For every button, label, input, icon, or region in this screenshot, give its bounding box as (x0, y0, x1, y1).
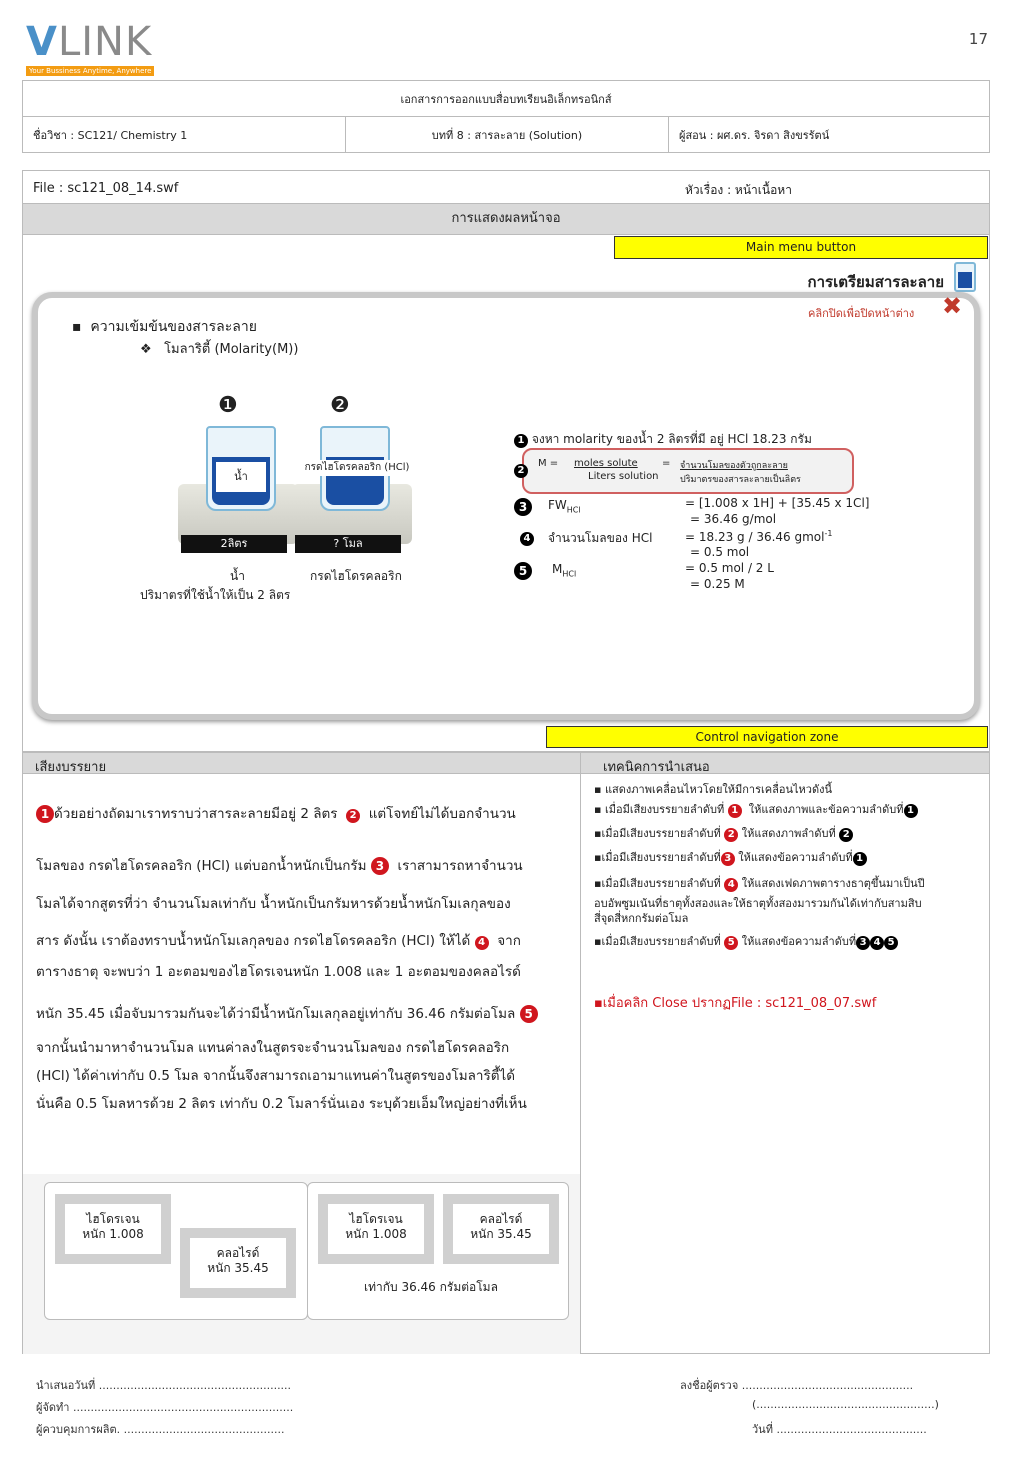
topic-label: หัวเรื่อง : หน้าเนื้อหา (685, 183, 792, 197)
review-date: วันที่ ........................................... (752, 1423, 927, 1436)
main-menu-button[interactable]: Main menu button (614, 236, 988, 259)
chlorine-tile-1: คลอไรด์ หนัก 35.45 (180, 1228, 296, 1298)
narration-line-8: (HCl) ได้ค่าเท่ากับ 0.5 โมล จากนั้นจึงสามารถเอามาแทนค่าในสูตรของโมลาริตี้ได้ (36, 1068, 516, 1084)
narration-line-3: โมลได้จากสูตรที่ว่า จำนวนโมลเท่ากับ น้ำหนักเป็นกรัมหารด้วยน้ำหนักโมเลกุลของ (36, 896, 511, 912)
chapter-cell: บทที่ 8 : สารละลาย (Solution) (346, 117, 669, 153)
marker-2-formula: 2 (514, 462, 528, 478)
narration-line-7: จากนั้นนำมาหาจำนวนโมล แทนค่าลงในสูตรจะจำนวนโมลของ กรดไฮโดรคลอริก (36, 1040, 510, 1056)
beaker-icon (954, 262, 976, 292)
molarity-formula-box: M = moles solute Liters solution = จำนวนโมลของตัวถูกละลาย ปริมาตรของสารละลายเป็นลิตร (522, 448, 854, 494)
water-volume-bar: 2ลิตร (181, 535, 287, 553)
hcl-moles-bar: ? โมล (295, 535, 401, 553)
technique-header: เทคนิคการนำเสนอ (603, 760, 710, 775)
vlink-logo: VLINK Your Bussiness Anytime, Anywhere (26, 22, 171, 74)
subject-cell: ชื่อวิชา : SC121/ Chemistry 1 (23, 117, 346, 153)
logo-tagline: Your Bussiness Anytime, Anywhere (26, 66, 154, 76)
hydrogen-tile-2: ไฮโดรเจน หนัก 1.008 (318, 1194, 434, 1264)
close-hint: คลิกปิดเพื่อปิดหน้าต่าง (808, 307, 915, 320)
chlorine-tile-2: คลอไรด์ หนัก 35.45 (443, 1194, 559, 1264)
section-title: การเตรียมสารละลาย (807, 273, 944, 291)
hcl-beaker-label: กรดไฮโดรคลอริก (HCl) (302, 460, 412, 476)
molarity-calc-2: = 0.25 M (690, 577, 745, 591)
control-navigation-zone[interactable]: Control navigation zone (546, 726, 988, 748)
reviewer-signature: ลงชื่อผู้ตรวจ ................................................. (680, 1379, 914, 1392)
moles-calc-1: = 18.23 g / 36.46 gmol$^{-1}$ (685, 529, 833, 544)
moles-label: จำนวนโมลของ HCl (548, 531, 653, 545)
narration-line-6: หนัก 35.45 เมื่อจับมารวมกันจะได้ว่ามีน้ำหนักโมเลกุลอยู่เท่ากับ 36.46 กรัมต่อโมล 5 (36, 1004, 576, 1024)
page-number: 17 (968, 30, 988, 48)
technique-line-5b: อบอัพซูมเน้นที่ธาตุทั้งสองและให้ธาตุทั้งสองมารวมกันได้เท่ากับสามสิบ (594, 897, 922, 910)
narration-line-5: ตารางธาตุ จะพบว่า 1 อะตอมของไฮโดรเจนหนัก 1.008 และ 1 อะตอมของคลอไรด์ (36, 964, 521, 980)
step-4: 4 (520, 530, 534, 546)
doc-title: เอกสารการออกแบบสื่อบทเรียนอิเล็กทรอนิกส์ (23, 81, 990, 117)
technique-line-1: ▪ แสดงภาพเคลื่อนไหวโดยให้มีการเคลื่อนไหวดังนี้ (594, 783, 832, 796)
instructor-cell: ผู้สอน : ผศ.ดร. จิรดา สิงขรรัตน์ (669, 117, 990, 153)
volume-note: ปริมาตรที่ใช้น้ำให้เป็น 2 ลิตร (140, 588, 291, 602)
doc-header-table (22, 80, 990, 153)
narration-line-4: สาร ดังนั้น เราต้องทราบน้ำหนักโมเลกุลของ กรดไฮโดรคลอริก (HCl) ให้ได้ 4 จาก (36, 933, 521, 949)
problem-statement: 1 จงหา molarity ของน้ำ 2 ลิตรที่มี อยู่ HCl 18.23 กรัม (514, 430, 812, 449)
technique-line-4: ▪เมื่อมีเสียงบรรยายลำดับที่ 3 ให้แสดงข้อความลำดับที่ 1 (594, 850, 984, 866)
production-controller: ผู้ควบคุมการผลิต. .............................................. (36, 1423, 285, 1436)
display-header: การแสดงผลหน้าจอ (23, 203, 989, 235)
water-beaker: น้ำ (206, 426, 276, 511)
narration-header: เสียงบรรยาย (35, 760, 107, 775)
sum-label: เท่ากับ 36.46 กรัมต่อโมล (364, 1280, 498, 1294)
fw-calc-2: = 36.46 g/mol (690, 512, 777, 526)
marker-1: ❶ (218, 393, 238, 418)
step-3: 3 (514, 498, 532, 516)
close-icon[interactable]: ✖ (942, 292, 963, 320)
moles-calc-2: = 0.5 mol (690, 545, 750, 559)
producer: ผู้จัดทำ ............................................................... (36, 1401, 294, 1414)
narration-line-2: โมลของ กรดไฮโดรคลอริก (HCl) แต่บอกน้ำหนักเป็นกรัม 3 เราสามารถหาจำนวน (36, 858, 523, 874)
molarity-calc-1: = 0.5 mol / 2 L (685, 561, 774, 575)
fw-calc-1: = [1.008 x 1H] + [35.45 x 1Cl] (685, 496, 870, 510)
technique-line-5: ▪เมื่อมีเสียงบรรยายลำดับที่ 4 ให้แสดงเฟดภาพตารางธาตุขึ้นมาเป็นปี (594, 877, 925, 890)
technique-line-2: ▪ เมื่อมีเสียงบรรยายลำดับที่ 1 ให้แสดงภาพและข้อความลำดับที่ 1 (594, 802, 984, 818)
marker-2: ❷ (330, 393, 350, 418)
presented-date: นำเสนอวันที่ ....................................................... (36, 1379, 292, 1392)
narration-line-9: นั่นคือ 0.5 โมลหารด้วย 2 ลิตร เท่ากับ 0.2 โมลาร์นั่นเอง ระบุด้วยเอ็มใหญ่อย่างที่เห็น (36, 1096, 527, 1112)
reviewer-name: (...................................................) (752, 1398, 939, 1411)
technique-line-6: ▪เมื่อมีเสียงบรรยายลำดับที่ 5 ให้แสดงข้อความลำดับที่ 3 4 5 (594, 934, 984, 950)
molarity-label: $M_{HCl}$ (552, 562, 577, 579)
bullet-concentration: ▪ ความเข้มข้นของสารละลาย (72, 319, 257, 335)
narration-line-1: 1 ด้วยอย่างถัดมาเราทราบว่าสารละลายมีอยู่ 2 ลิตร 2 แต่โจทย์ไม่ได้บอกจำนวน (36, 804, 576, 824)
file-name: File : sc121_08_14.swf (33, 181, 179, 196)
water-label: น้ำ (230, 569, 245, 583)
technique-line-3: ▪เมื่อมีเสียงบรรยายลำดับที่ 2 ให้แสดงภาพลำดับที่ 2 (594, 826, 984, 842)
hcl-label: กรดไฮโดรคลอริก (310, 569, 402, 583)
close-note: ▪เมื่อคลิก Close ปรากฏFile : sc121_08_07.swf (594, 996, 877, 1011)
hydrogen-tile-1: ไฮโดรเจน หนัก 1.008 (55, 1194, 171, 1264)
bullet-molarity: ❖ โมลาริตี้ (Molarity(M)) (140, 342, 299, 357)
step-5: 5 (514, 562, 532, 580)
fw-label: $FW_{HCl}$ (548, 498, 581, 515)
technique-line-5c: สี่จุดสี่หกกรัมต่อโมล (594, 912, 689, 925)
